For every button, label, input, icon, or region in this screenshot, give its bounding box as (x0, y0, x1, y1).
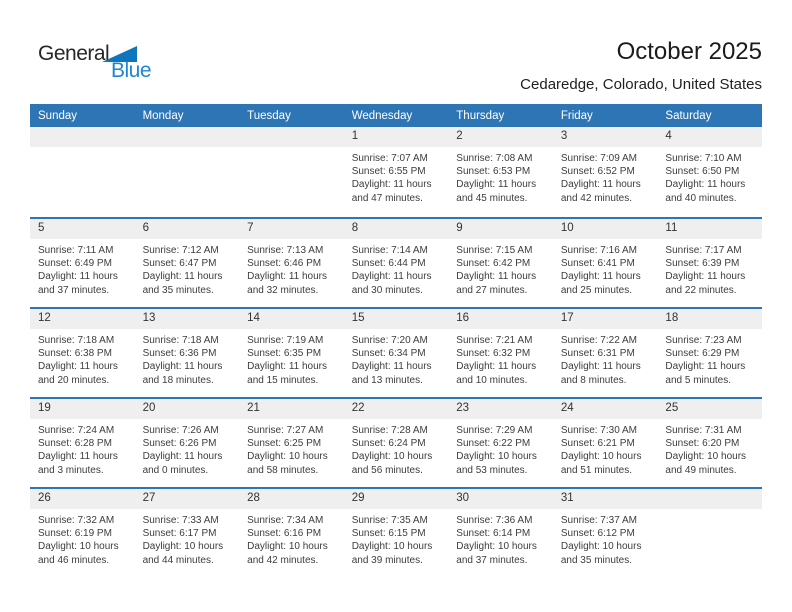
day-cell (135, 219, 240, 307)
detail-line: Daylight: 11 hours (560, 271, 641, 283)
detail-line: Daylight: 11 hours (665, 179, 746, 191)
day-number (135, 127, 240, 147)
day-number (657, 489, 762, 509)
detail-line: and 58 minutes. (247, 464, 319, 476)
detail-line: Daylight: 10 hours (247, 541, 328, 553)
detail-line: and 46 minutes. (38, 554, 110, 566)
day-details (135, 239, 240, 297)
weekday-label: Monday (142, 109, 184, 122)
detail-line: Sunset: 6:53 PM (456, 166, 531, 178)
detail-line: Sunset: 6:21 PM (560, 438, 635, 450)
day-number: 6 (135, 219, 240, 239)
detail-line: Sunset: 6:46 PM (247, 258, 322, 270)
detail-line: Daylight: 11 hours (560, 361, 641, 373)
detail-line: and 10 minutes. (456, 374, 528, 386)
detail-line: Sunset: 6:36 PM (142, 348, 217, 360)
detail-line: Sunset: 6:12 PM (560, 528, 635, 540)
day-number: 7 (239, 219, 344, 239)
detail-line: and 0 minutes. (142, 464, 209, 476)
detail-line: Daylight: 11 hours (142, 271, 223, 283)
detail-line: Sunset: 6:44 PM (351, 258, 426, 270)
detail-line: Sunrise: 7:10 AM (665, 153, 742, 164)
detail-line: Sunset: 6:29 PM (665, 348, 740, 360)
detail-line: Daylight: 10 hours (560, 541, 642, 553)
detail-line: Daylight: 11 hours (560, 179, 641, 191)
day-number (239, 127, 344, 147)
detail-line: Sunset: 6:17 PM (142, 528, 217, 540)
detail-line: and 15 minutes. (247, 374, 319, 386)
weekday-label: Thursday (456, 109, 505, 122)
detail-line: and 3 minutes. (38, 464, 104, 476)
detail-line: and 22 minutes. (665, 284, 737, 296)
day-details (344, 419, 449, 477)
detail-line: and 32 minutes. (247, 284, 319, 296)
detail-line: Sunrise: 7:23 AM (665, 335, 742, 346)
day-cell (448, 219, 553, 307)
day-cell (657, 127, 762, 217)
day-cell (344, 219, 449, 307)
day-cell (344, 309, 449, 397)
detail-line: Daylight: 10 hours (247, 451, 328, 463)
empty-day-cell (135, 127, 240, 217)
logo-text-blue: Blue (111, 59, 152, 82)
detail-line: Sunset: 6:25 PM (247, 438, 322, 450)
day-details (344, 509, 449, 567)
day-number: 24 (553, 399, 658, 419)
weekday-label: Sunday (38, 109, 78, 122)
day-details (657, 147, 762, 205)
day-number: 29 (344, 489, 449, 509)
day-cell (30, 399, 135, 487)
detail-line: and 53 minutes. (456, 464, 528, 476)
day-number: 23 (448, 399, 553, 419)
calendar-table (30, 104, 762, 577)
day-cell (448, 127, 553, 217)
day-cell (553, 489, 658, 577)
detail-line: and 13 minutes. (351, 374, 423, 386)
calendar-grid (30, 127, 762, 577)
day-details (344, 329, 449, 387)
day-number: 14 (239, 309, 344, 329)
detail-line: Sunset: 6:55 PM (351, 166, 426, 178)
week-row (30, 127, 762, 217)
detail-line: Daylight: 11 hours (142, 451, 223, 463)
day-number: 28 (239, 489, 344, 509)
detail-line: Daylight: 11 hours (456, 179, 537, 191)
detail-line: Daylight: 11 hours (351, 271, 432, 283)
day-cell (657, 399, 762, 487)
detail-line: Sunrise: 7:35 AM (351, 515, 428, 526)
detail-line: Sunrise: 7:20 AM (351, 335, 428, 346)
day-details (448, 509, 553, 567)
day-details (657, 419, 762, 477)
detail-line: Daylight: 11 hours (665, 361, 746, 373)
detail-line: Sunrise: 7:18 AM (38, 335, 115, 346)
detail-line: Daylight: 10 hours (351, 451, 433, 463)
detail-line: and 49 minutes. (665, 464, 737, 476)
detail-line: Daylight: 11 hours (665, 271, 746, 283)
day-number: 25 (657, 399, 762, 419)
detail-line: and 56 minutes. (351, 464, 423, 476)
detail-line: Sunset: 6:32 PM (456, 348, 531, 360)
day-details (448, 329, 553, 387)
day-details (553, 329, 658, 387)
day-cell (239, 399, 344, 487)
day-cell (239, 309, 344, 397)
day-cell (553, 399, 658, 487)
detail-line: Sunrise: 7:27 AM (247, 425, 324, 436)
day-details (448, 419, 553, 477)
day-number: 27 (135, 489, 240, 509)
day-cell (135, 399, 240, 487)
day-details (657, 329, 762, 387)
day-number: 20 (135, 399, 240, 419)
day-number: 10 (553, 219, 658, 239)
detail-line: Sunrise: 7:33 AM (142, 515, 219, 526)
day-cell (448, 309, 553, 397)
day-cell (344, 489, 449, 577)
day-cell (239, 489, 344, 577)
day-cell (135, 309, 240, 397)
detail-line: and 25 minutes. (560, 284, 633, 296)
day-number: 13 (135, 309, 240, 329)
day-cell (553, 309, 658, 397)
day-details (344, 147, 449, 205)
detail-line: and 27 minutes. (456, 284, 528, 296)
detail-line: Sunset: 6:42 PM (456, 258, 531, 270)
detail-line: Daylight: 10 hours (142, 541, 224, 553)
day-details (30, 147, 135, 152)
day-details (239, 419, 344, 477)
day-details (135, 509, 240, 567)
detail-line: Sunrise: 7:30 AM (560, 425, 637, 436)
day-number: 22 (344, 399, 449, 419)
detail-line: Sunrise: 7:08 AM (456, 153, 533, 164)
day-details (30, 419, 135, 477)
logo-text-general: General (38, 42, 110, 65)
detail-line: Daylight: 11 hours (247, 361, 327, 373)
detail-line: Daylight: 10 hours (351, 541, 433, 553)
detail-line: Sunrise: 7:22 AM (560, 335, 637, 346)
day-details (135, 147, 240, 152)
day-details (135, 419, 240, 477)
detail-line: Daylight: 11 hours (456, 271, 537, 283)
detail-line: Daylight: 10 hours (456, 541, 537, 553)
detail-line: Sunrise: 7:18 AM (142, 335, 219, 346)
day-cell (448, 489, 553, 577)
detail-line: Sunrise: 7:14 AM (351, 245, 428, 256)
detail-line: Sunset: 6:16 PM (247, 528, 322, 540)
day-details (553, 147, 658, 205)
day-cell (30, 489, 135, 577)
detail-line: Sunset: 6:15 PM (351, 528, 426, 540)
detail-line: Daylight: 10 hours (456, 451, 537, 463)
detail-line: Sunset: 6:38 PM (38, 348, 112, 360)
detail-line: Daylight: 10 hours (38, 541, 119, 553)
detail-line: Sunrise: 7:37 AM (560, 515, 637, 526)
day-number: 17 (553, 309, 658, 329)
detail-line: Sunrise: 7:09 AM (560, 153, 637, 164)
weekday-label: Tuesday (247, 109, 291, 122)
detail-line: and 40 minutes. (665, 192, 737, 204)
day-details (30, 509, 135, 567)
day-cell (239, 219, 344, 307)
day-details (553, 239, 658, 297)
day-number: 30 (448, 489, 553, 509)
detail-line: Sunset: 6:39 PM (665, 258, 740, 270)
detail-line: and 42 minutes. (560, 192, 633, 204)
detail-line: Daylight: 10 hours (665, 451, 747, 463)
detail-line: Daylight: 11 hours (38, 451, 118, 463)
general-blue-logo (38, 42, 168, 84)
detail-line: Sunrise: 7:36 AM (456, 515, 533, 526)
detail-line: Sunset: 6:47 PM (142, 258, 217, 270)
detail-line: Sunrise: 7:17 AM (665, 245, 742, 256)
day-number: 9 (448, 219, 553, 239)
detail-line: Sunset: 6:35 PM (247, 348, 322, 360)
day-details (657, 239, 762, 297)
day-details (657, 509, 762, 514)
detail-line: Sunset: 6:28 PM (38, 438, 112, 450)
week-row (30, 487, 762, 577)
day-number (30, 127, 135, 147)
detail-line: Daylight: 11 hours (142, 361, 223, 373)
page-title: October 2025 (616, 38, 762, 65)
day-number: 4 (657, 127, 762, 147)
day-cell (553, 219, 658, 307)
day-number: 12 (30, 309, 135, 329)
day-number: 21 (239, 399, 344, 419)
detail-line: and 45 minutes. (456, 192, 528, 204)
detail-line: and 5 minutes. (665, 374, 732, 386)
detail-line: Sunset: 6:49 PM (38, 258, 112, 270)
detail-line: Sunrise: 7:29 AM (456, 425, 533, 436)
day-cell (344, 399, 449, 487)
day-number: 11 (657, 219, 762, 239)
day-cell (553, 127, 658, 217)
detail-line: and 44 minutes. (142, 554, 214, 566)
detail-line: Sunrise: 7:24 AM (38, 425, 115, 436)
detail-line: Sunset: 6:52 PM (560, 166, 635, 178)
day-number: 15 (344, 309, 449, 329)
detail-line: and 35 minutes. (560, 554, 633, 566)
page-subtitle: Cedaredge, Colorado, United States (520, 76, 762, 93)
day-details (448, 239, 553, 297)
detail-line: and 18 minutes. (142, 374, 214, 386)
detail-line: Sunrise: 7:11 AM (38, 245, 114, 256)
day-details (239, 329, 344, 387)
week-row (30, 307, 762, 397)
detail-line: Daylight: 11 hours (456, 361, 537, 373)
weekday-label: Saturday (665, 109, 712, 122)
detail-line: Sunrise: 7:19 AM (247, 335, 324, 346)
detail-line: Daylight: 11 hours (247, 271, 327, 283)
detail-line: Sunrise: 7:31 AM (665, 425, 742, 436)
day-number: 26 (30, 489, 135, 509)
weekday-label: Wednesday (351, 109, 413, 122)
empty-day-cell (239, 127, 344, 217)
detail-line: Sunset: 6:20 PM (665, 438, 740, 450)
day-number: 3 (553, 127, 658, 147)
day-details (239, 509, 344, 567)
detail-line: and 51 minutes. (560, 464, 633, 476)
week-row (30, 397, 762, 487)
detail-line: Sunset: 6:50 PM (665, 166, 740, 178)
day-cell (448, 399, 553, 487)
day-cell (30, 309, 135, 397)
weekday-label: Friday (560, 109, 593, 122)
detail-line: and 42 minutes. (247, 554, 319, 566)
detail-line: Sunrise: 7:32 AM (38, 515, 115, 526)
detail-line: Sunset: 6:14 PM (456, 528, 531, 540)
empty-day-cell (30, 127, 135, 217)
detail-line: Sunrise: 7:21 AM (456, 335, 533, 346)
week-row (30, 217, 762, 307)
detail-line: and 37 minutes. (456, 554, 528, 566)
detail-line: Sunset: 6:26 PM (142, 438, 217, 450)
detail-line: Daylight: 11 hours (351, 361, 432, 373)
detail-line: and 35 minutes. (142, 284, 214, 296)
detail-line: Sunset: 6:24 PM (351, 438, 426, 450)
detail-line: Sunrise: 7:16 AM (560, 245, 637, 256)
day-details (30, 329, 135, 387)
detail-line: Sunset: 6:34 PM (351, 348, 426, 360)
detail-line: Sunrise: 7:28 AM (351, 425, 428, 436)
day-cell (30, 219, 135, 307)
detail-line: Sunrise: 7:15 AM (456, 245, 533, 256)
day-number: 18 (657, 309, 762, 329)
day-number: 2 (448, 127, 553, 147)
day-details (553, 509, 658, 567)
detail-line: and 20 minutes. (38, 374, 110, 386)
detail-line: Sunrise: 7:13 AM (247, 245, 324, 256)
day-number: 16 (448, 309, 553, 329)
day-cell (344, 127, 449, 217)
detail-line: Daylight: 10 hours (560, 451, 642, 463)
empty-day-cell (657, 489, 762, 577)
detail-line: and 30 minutes. (351, 284, 423, 296)
day-details (553, 419, 658, 477)
day-details (448, 147, 553, 205)
day-details (344, 239, 449, 297)
day-number: 31 (553, 489, 658, 509)
day-details (239, 147, 344, 152)
detail-line: Sunrise: 7:34 AM (247, 515, 324, 526)
detail-line: Daylight: 11 hours (38, 361, 118, 373)
day-details (30, 239, 135, 297)
day-cell (135, 489, 240, 577)
day-cell (657, 309, 762, 397)
day-number: 1 (344, 127, 449, 147)
detail-line: and 47 minutes. (351, 192, 423, 204)
detail-line: Daylight: 11 hours (351, 179, 432, 191)
detail-line: Sunset: 6:19 PM (38, 528, 112, 540)
detail-line: Sunrise: 7:07 AM (351, 153, 428, 164)
detail-line: and 39 minutes. (351, 554, 423, 566)
day-number: 19 (30, 399, 135, 419)
detail-line: Sunrise: 7:12 AM (142, 245, 219, 256)
detail-line: Daylight: 11 hours (38, 271, 118, 283)
detail-line: Sunset: 6:22 PM (456, 438, 531, 450)
detail-line: and 37 minutes. (38, 284, 110, 296)
weekday-header-row (30, 104, 762, 127)
detail-line: Sunrise: 7:26 AM (142, 425, 219, 436)
day-number: 5 (30, 219, 135, 239)
day-details (239, 239, 344, 297)
detail-line: Sunset: 6:31 PM (560, 348, 635, 360)
day-cell (657, 219, 762, 307)
detail-line: Sunset: 6:41 PM (560, 258, 635, 270)
detail-line: and 8 minutes. (560, 374, 627, 386)
day-details (135, 329, 240, 387)
day-number: 8 (344, 219, 449, 239)
